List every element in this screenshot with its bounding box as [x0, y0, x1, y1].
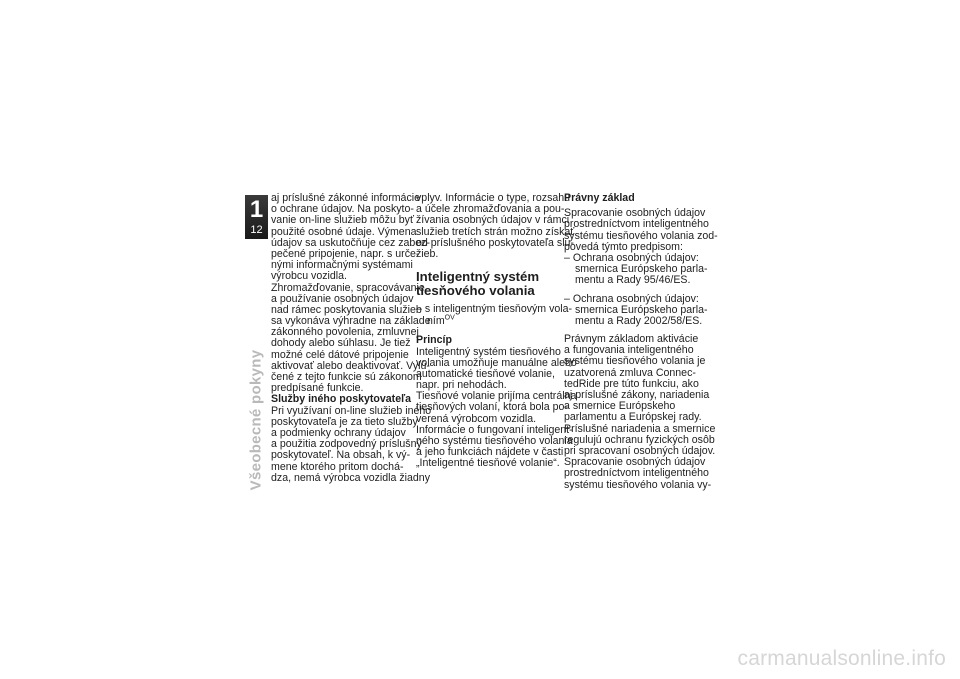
- text-line: pri spracovaní osobných údajov.: [564, 444, 716, 457]
- text-line: čené z tejto funkcie sú zákonom: [271, 371, 422, 383]
- text-line: poskytovateľa je za tieto služby: [271, 415, 418, 428]
- text-line: aj príslušné zákonné informácie: [271, 192, 420, 204]
- text-line: o ochrane údajov. Na poskyto-: [271, 203, 414, 216]
- text-line: a účele zhromažďovania a pou-: [416, 203, 565, 216]
- text-line: Pri využívaní on-line služieb iného: [271, 404, 432, 417]
- text-line: dohody alebo súhlasu. Je tiež: [271, 337, 411, 350]
- text-column-1: [271, 192, 432, 484]
- text-line: použité osobné údaje. Výmena: [271, 225, 417, 238]
- option-superscript: OV: [444, 314, 455, 322]
- text-line: a smernice Európskeho: [564, 400, 676, 413]
- text-line: nad rámec poskytovania služieb: [271, 303, 422, 316]
- text-line: tedRide pre túto funkciu, ako: [564, 377, 699, 390]
- text-line: Tiesňové volanie prijíma centrálna: [416, 390, 577, 403]
- chapter-label: Všeobecné pokyny: [247, 349, 265, 491]
- text-line: Právnym základom aktivácie: [564, 333, 699, 346]
- text-line: volania umožňuje manuálne alebo: [416, 356, 577, 369]
- text-line: Príslušné nariadenia a smernice: [564, 422, 716, 435]
- text-line: možné celé dátové pripojenie: [271, 348, 409, 361]
- text-line: vplyv. Informácie o type, rozsahu: [416, 192, 571, 204]
- text-line: uzatvorená zmluva Connec-: [564, 366, 696, 379]
- text-line: pečené pripojenie, napr. s urče-: [271, 247, 420, 260]
- text-line: mene ktorého pritom dochá-: [271, 460, 404, 473]
- text-line: povedá týmto predpisom:: [564, 240, 683, 253]
- section-title: [416, 270, 552, 298]
- text-line: Inteligentný systém tiesňového: [416, 345, 561, 358]
- subheading-principle: Princíp: [416, 334, 452, 347]
- text-line: a podmienky ochrany údajov: [271, 426, 406, 439]
- text-line: systému tiesňového volania je: [564, 355, 706, 368]
- text-line: a používanie osobných údajov: [271, 292, 414, 305]
- text-line: verená výrobcom vozidla.: [416, 412, 537, 425]
- text-line: sa vykonáva výhradne na základe: [271, 315, 431, 328]
- text-line: prostredníctvom inteligentného: [564, 218, 709, 231]
- bullet-line: – s inteligentným tiesňovým vola-: [416, 303, 573, 316]
- text-line: parlamentu a Európskej rady.: [564, 411, 702, 424]
- text-line: od príslušného poskytovateľa slu-: [416, 236, 574, 249]
- section-title-line: Inteligentný systém: [416, 269, 540, 285]
- text-line: aktivovať alebo deaktivovať. Vylú-: [271, 359, 430, 372]
- text-line: zákonného povolenia, zmluvnej: [271, 326, 419, 339]
- text-line: Informácie o fungovaní inteligent-: [416, 423, 573, 436]
- text-line: a fungovania inteligentného: [564, 344, 694, 357]
- page-number: 12: [250, 224, 263, 236]
- list-item-line: smernica Európskeho parla-: [575, 303, 708, 316]
- list-item-line: – Ochrana osobných údajov:: [564, 292, 699, 305]
- chapter-tab: [245, 195, 268, 239]
- text-line: Spracovanie osobných údajov: [564, 207, 706, 220]
- text-line: žieb.: [416, 247, 439, 260]
- list-item-line: smernica Európskeho parla-: [575, 263, 708, 276]
- text-line: predpísané funkcie.: [271, 382, 364, 395]
- text-line: ného systému tiesňového volania: [416, 435, 573, 447]
- text-line: a jeho funkciách nájdete v časti: [416, 446, 564, 459]
- section-title-line: tiesňového volania: [416, 283, 535, 299]
- text-line: tiesňových volaní, ktorá bola po-: [416, 401, 568, 414]
- text-line: napr. pri nehodách.: [416, 379, 507, 392]
- watermark: carmanualsonline.info: [737, 647, 946, 670]
- text-line: aj príslušné zákony, nariadenia: [564, 389, 710, 401]
- subheading-third-party: Služby iného poskytovateľa: [271, 393, 412, 406]
- text-line: systému tiesňového volania vy-: [564, 478, 712, 491]
- text-line: Zhromažďovanie, spracovávanie: [271, 281, 425, 294]
- list-item-line: mentu a Rady 95/46/ES.: [575, 274, 691, 287]
- text-line: regulujú ochranu fyzických osôb: [564, 433, 715, 446]
- bullet-line: [416, 315, 552, 328]
- text-line: poskytovateľ. Na obsah, k vý-: [271, 449, 411, 462]
- text-line: nými informačnými systémami: [271, 259, 413, 272]
- bullet-text: ním: [427, 315, 445, 328]
- text-line: výrobcu vozidla.: [271, 270, 347, 283]
- text-line: žívania osobných údajov v rámci: [416, 214, 570, 227]
- text-line: a použitia zodpovedný príslušný: [271, 438, 422, 451]
- text-line: automatické tiesňové volanie,: [416, 367, 555, 380]
- text-column-2: [416, 192, 577, 470]
- text-line: vanie on-line služieb môžu byť: [271, 214, 414, 227]
- text-line: dza, nemá výrobca vozidla žiadny: [271, 471, 430, 484]
- list-item-line: mentu a Rady 2002/58/ES.: [575, 314, 703, 327]
- text-column-3: [564, 192, 718, 491]
- text-line: služieb tretích strán možno získať: [416, 225, 575, 238]
- list-item-line: – Ochrana osobných údajov:: [564, 251, 699, 264]
- chapter-number: 1: [249, 196, 264, 223]
- text-line: Spracovanie osobných údajov: [564, 456, 706, 469]
- text-line: prostredníctvom inteligentného: [564, 467, 709, 480]
- text-line: údajov sa uskutočňuje cez zabez-: [271, 236, 430, 249]
- subheading-legal-basis: Právny základ: [564, 192, 635, 204]
- text-line: „Inteligentné tiesňové volanie“.: [416, 457, 560, 470]
- text-line: systému tiesňového volania zod-: [564, 229, 718, 242]
